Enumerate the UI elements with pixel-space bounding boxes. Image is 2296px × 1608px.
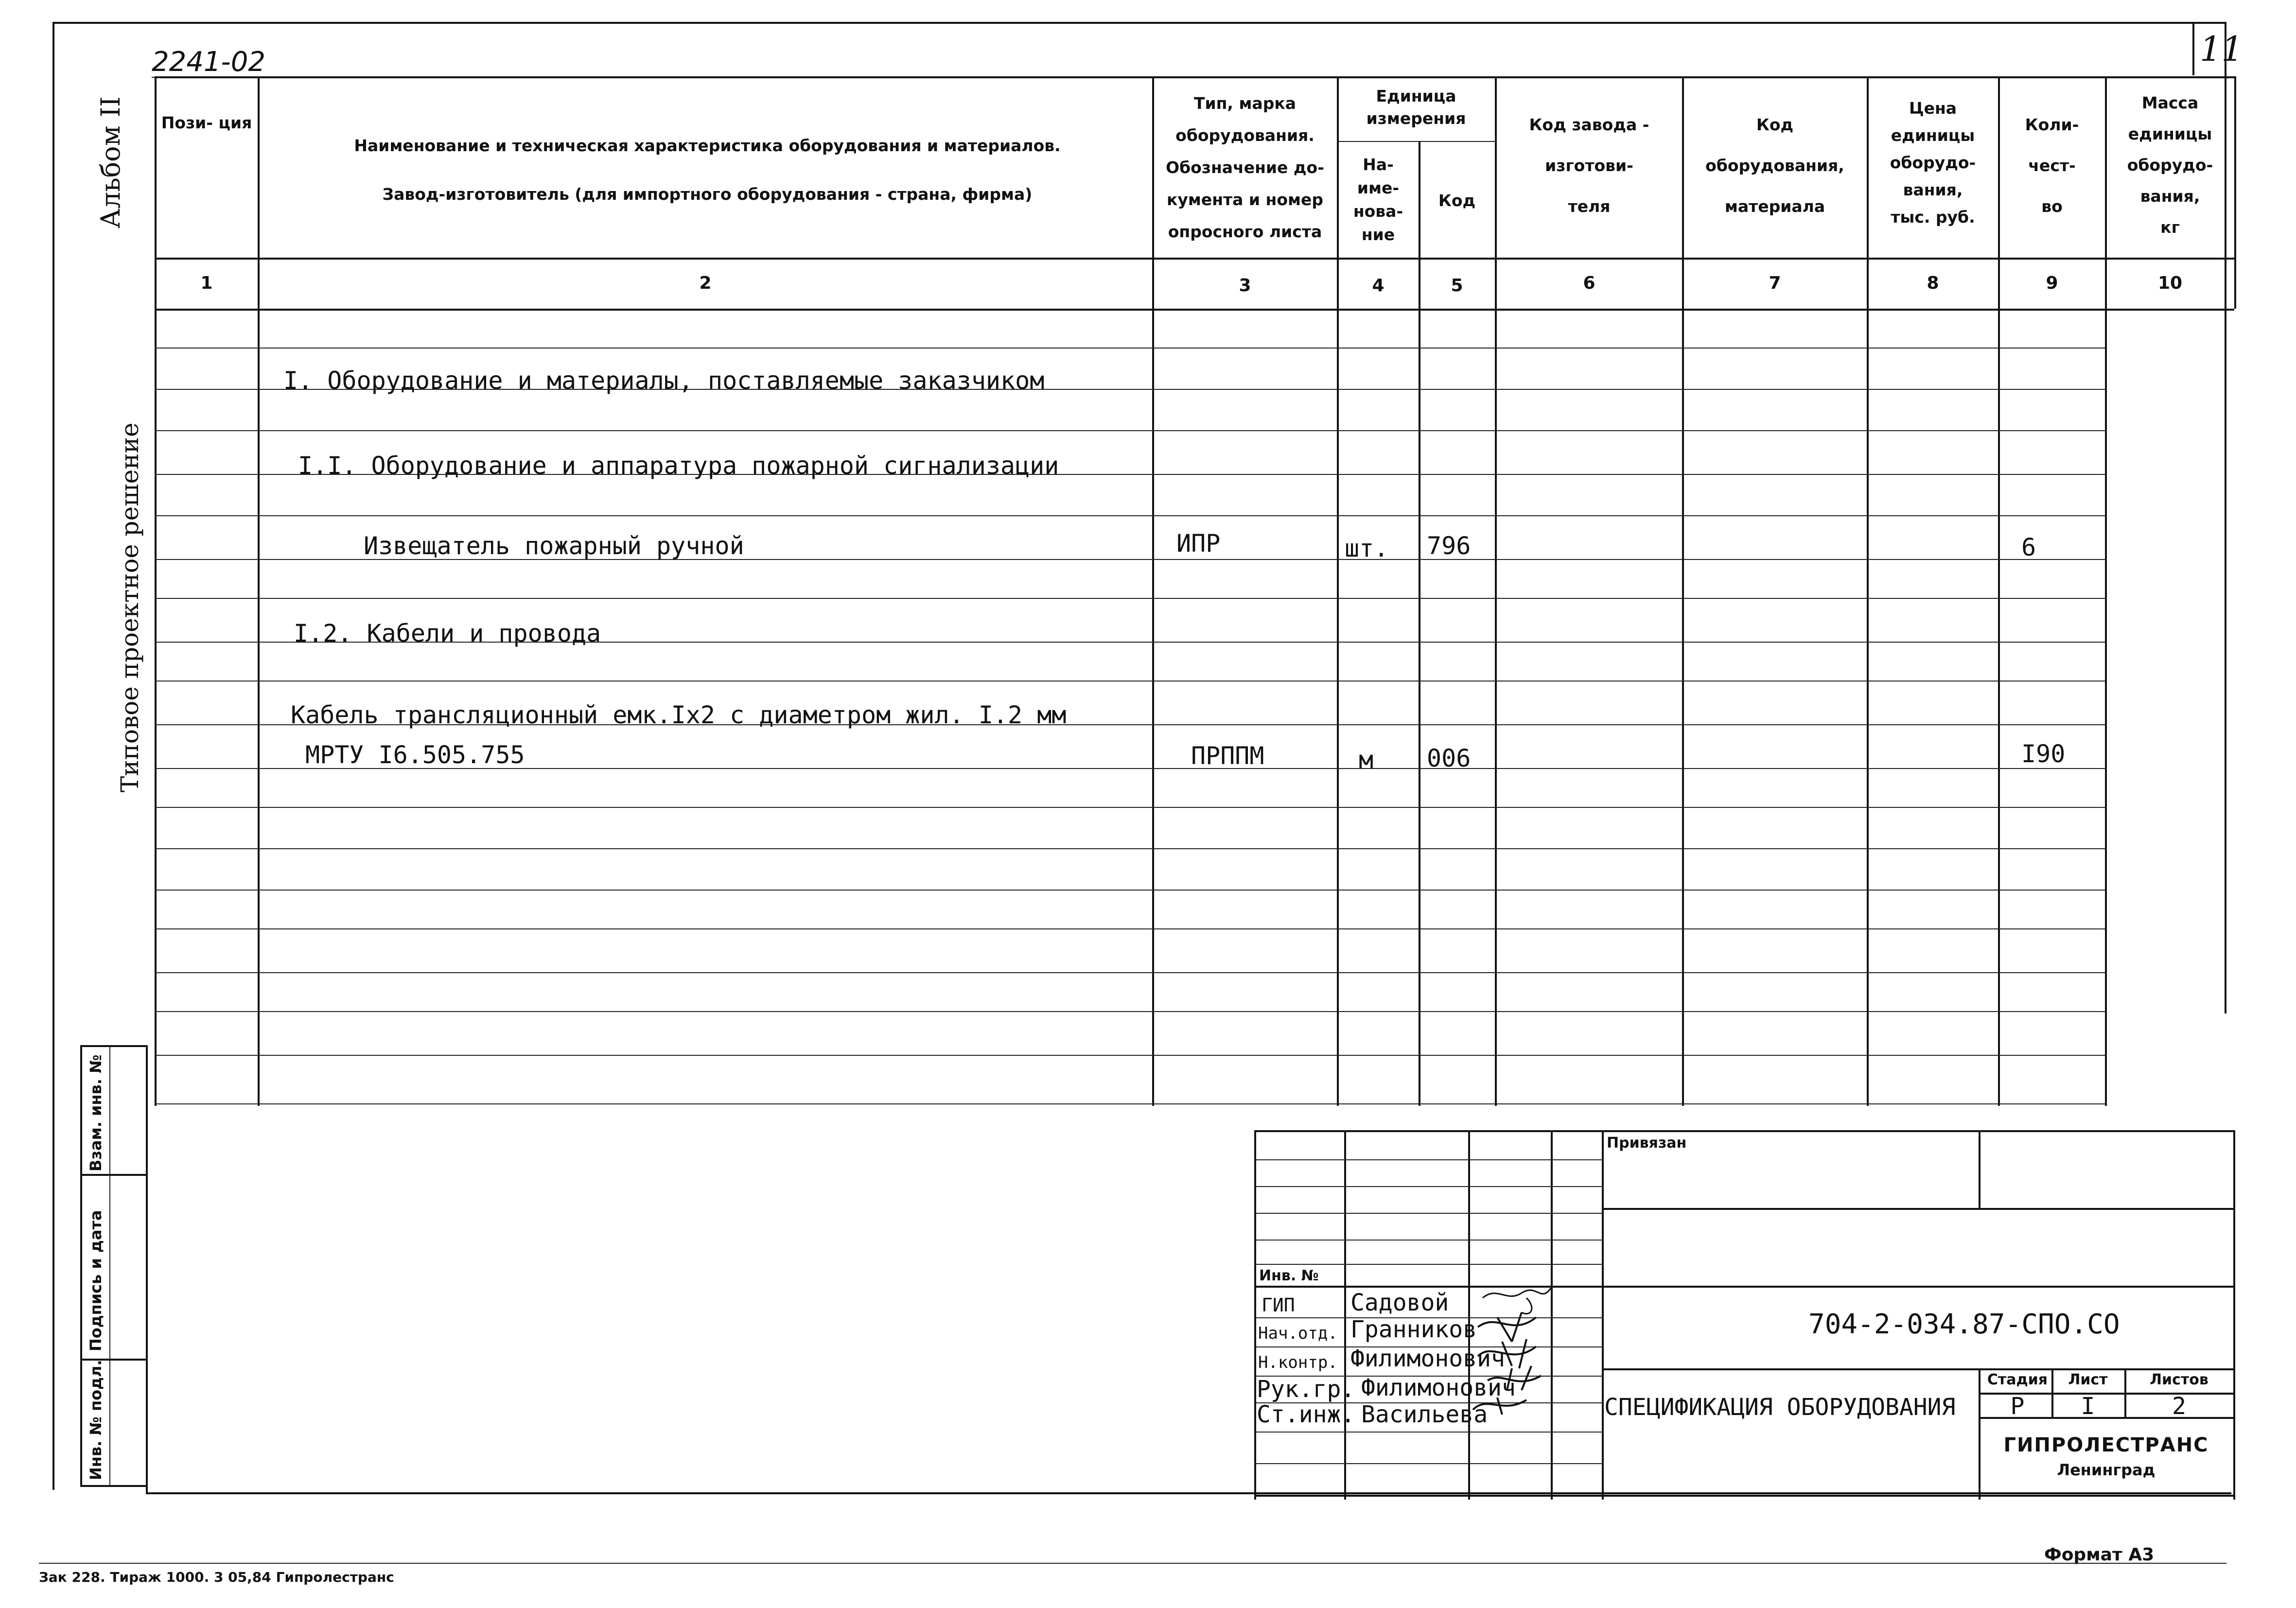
colnum-1: 1 [200, 273, 213, 293]
row-cable-name: Кабель трансляционный емк.Iх2 с диаметром жил. I.2 мм [291, 701, 1067, 729]
colnum-4: 4 [1372, 276, 1385, 296]
tb-row-3 [1254, 1213, 1602, 1214]
side-label-inv-orig: Инв. № подл. [87, 1360, 105, 1480]
corner-box-divider [2192, 22, 2194, 75]
table-row-line [155, 681, 2105, 682]
row-cable-spec: МРТУ I6.505.755 [305, 741, 525, 769]
colnum-bottom-line [155, 309, 2234, 311]
table-row-line [155, 1011, 2105, 1012]
col-line-1 [258, 76, 260, 1106]
colnum-2: 2 [699, 273, 712, 293]
title-block-top [1254, 1130, 2234, 1132]
header-price: Цена единицы оборудо- вания, тыс. руб. [1890, 99, 1976, 227]
table-row-line [155, 807, 2105, 808]
col-line-10 [2234, 76, 2236, 309]
table-row-line [155, 890, 2105, 891]
table-row-line [155, 348, 2105, 349]
table-row-line [155, 928, 2105, 929]
tb-row-5 [1254, 1264, 1602, 1265]
stage-value: Р [2010, 1393, 2025, 1420]
col-line-8 [1998, 76, 2000, 1106]
staff-name-2: Гранников [1350, 1316, 1477, 1343]
table-row-line [155, 430, 2105, 431]
header-unit: Единица измерения [1366, 87, 1466, 128]
side-stamp-inner [109, 1045, 110, 1485]
sheet-value: I [2081, 1393, 2095, 1420]
header-position: Пози- ция [161, 113, 252, 132]
side-stamp-div-1 [80, 1174, 146, 1176]
code-bottom [1602, 1368, 2234, 1370]
row-item-qty: 6 [2021, 533, 2036, 561]
title-block-left [1254, 1130, 1256, 1500]
row-section-1-1: I.I. Оборудование и аппаратура пожарной сигнализации [298, 452, 1059, 480]
colnum-9: 9 [2046, 273, 2058, 293]
sheet-label: Лист [2068, 1371, 2108, 1388]
row-section-1-2: I.2. Кабели и провода [294, 619, 601, 647]
row-section-1: I. Оборудование и материалы, поставляемые заказчиком [283, 367, 1045, 395]
sheet-corner-number: 11 [2200, 29, 2243, 69]
stage-col-left [1979, 1368, 1981, 1500]
row-item-unit: шт. [1345, 534, 1389, 562]
header-unit-name: На- име- нова- ние [1353, 155, 1403, 244]
side-stamp-top [80, 1045, 146, 1047]
document-code: 704-2-034.87-СПО.СО [1808, 1309, 2120, 1340]
colnum-8: 8 [1927, 273, 1939, 293]
staff-role-5: Ст.инж. [1257, 1401, 1355, 1428]
staff-name-4: Филимонович [1361, 1374, 1516, 1401]
left-margin-title: Типовое проектное решение [116, 422, 144, 792]
row-item-name: Извещатель пожарный ручной [364, 532, 744, 560]
header-factory-code: Код завода - изготови- теля [1529, 115, 1649, 216]
colnum-3: 3 [1239, 276, 1251, 296]
frame-left-border [53, 22, 54, 1490]
staff-role-3: Н.контр. [1258, 1353, 1338, 1372]
side-label-signature-date: Подпись и дата [87, 1210, 105, 1351]
row-cable-code: 006 [1427, 744, 1471, 772]
header-mass: Масса единицы оборудо- вания, кг [2127, 93, 2213, 237]
side-stamp-bottom [80, 1485, 146, 1487]
staff-role-2: Нач.отд. [1258, 1324, 1338, 1343]
format-label: Формат А3 [2044, 1545, 2155, 1565]
sheets-value: 2 [2172, 1393, 2186, 1420]
header-quantity: Коли- чест- во [2025, 115, 2079, 216]
staff-name-1: Садовой [1350, 1289, 1449, 1316]
colnum-10: 10 [2157, 273, 2183, 293]
title-block-right [2233, 1130, 2235, 1500]
document-title: СПЕЦИФИКАЦИЯ ОБОРУДОВАНИЯ [1604, 1394, 1956, 1421]
header-name: Наименование и техническая характеристика оборудования и материалов. Завод-изготовитель (для импортного оборудования - страна, фирма) [354, 136, 1061, 204]
side-stamp-right [146, 1045, 148, 1492]
header-unit-code: Код [1438, 191, 1476, 210]
bound-label: Привязан [1607, 1135, 1687, 1152]
album-code: 2241-02 [152, 46, 265, 78]
tb-row-2 [1254, 1186, 1602, 1187]
header-type: Тип, марка оборудования. Обозначение до- кумента и номер опросного листа [1166, 94, 1324, 241]
tb-row-4 [1254, 1240, 1602, 1241]
tb-row-1 [1254, 1159, 1602, 1160]
unit-subheader-line [1337, 141, 1495, 142]
staff-name-3: Филимонович [1350, 1345, 1505, 1372]
col-line-5 [1495, 76, 1497, 1106]
staff-name-5: Васильева [1361, 1401, 1488, 1428]
row-cable-type: ПРППМ [1191, 742, 1264, 770]
title-block-bottom [1254, 1495, 2234, 1497]
col-line-0 [155, 76, 157, 1106]
staff-role-4: Рук.гр. [1257, 1376, 1355, 1403]
sheets-label: Листов [2150, 1371, 2208, 1388]
header-equipment-code: Код оборудования, материала [1705, 115, 1844, 216]
side-stamp-left [80, 1045, 82, 1485]
header-bottom-line [155, 258, 2234, 260]
table-row-line [155, 1055, 2105, 1056]
col-line-6 [1682, 76, 1684, 1106]
tb-row-12 [1254, 1463, 1602, 1464]
album-label: Альбом II [95, 96, 126, 228]
signatures-graphic [1468, 1283, 1614, 1419]
stage-label: Стадия [1987, 1371, 2048, 1388]
frame-bottom-border [146, 1492, 2231, 1494]
footer-line [39, 1563, 2226, 1564]
colnum-7: 7 [1769, 273, 1781, 293]
organization-name: ГИПРОЛЕСТРАНС [2003, 1434, 2209, 1456]
print-info: Зак 228. Тираж 1000. 3 05,84 Гипролестранс [39, 1569, 394, 1585]
staff-role-1: ГИП [1262, 1294, 1295, 1316]
side-label-replaced-inv: Взам. инв. № [87, 1054, 105, 1171]
table-row-line [155, 598, 2105, 599]
title-block-col-1 [1344, 1130, 1346, 1500]
organization-city: Ленинград [2057, 1461, 2156, 1479]
inv-label: Инв. № [1259, 1267, 1319, 1284]
row-cable-qty: I90 [2021, 740, 2066, 768]
table-top-line [155, 76, 2234, 78]
table-row-line [155, 972, 2105, 973]
colnum-5: 5 [1451, 276, 1463, 296]
bound-divider [1979, 1130, 1981, 1208]
row-item-code: 796 [1427, 532, 1471, 560]
bound-bottom [1602, 1208, 2234, 1210]
row-item-type: ИПР [1176, 529, 1221, 558]
code-top [1602, 1286, 2234, 1288]
frame-top-border [53, 22, 2226, 24]
table-row-line [155, 515, 2105, 516]
colnum-6: 6 [1583, 273, 1595, 293]
row-cable-unit: м [1359, 746, 1374, 774]
table-row-line [155, 1103, 2105, 1104]
tb-row-11 [1254, 1432, 1602, 1433]
table-row-line [155, 848, 2105, 849]
